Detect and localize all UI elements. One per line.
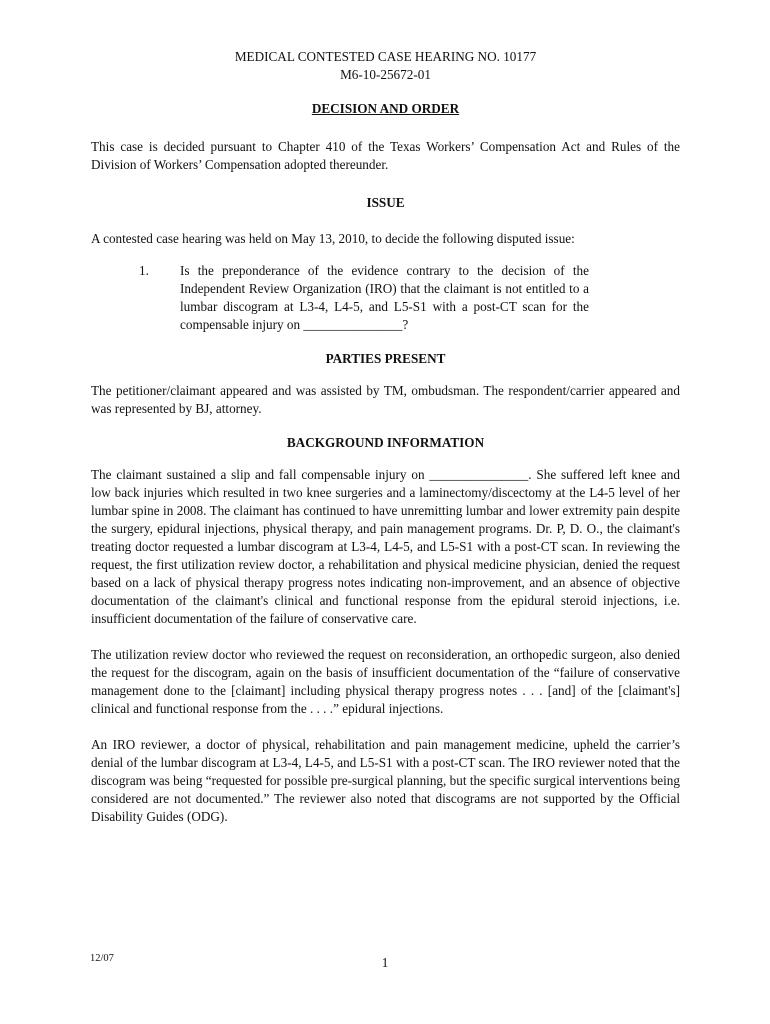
case-number-line: MEDICAL CONTESTED CASE HEARING NO. 10177 — [234, 49, 537, 64]
background-paragraph-2: The utilization review doctor who reviewed the request on reconsideration, an orthopedic surgeon, also denied the request for the discogram, again on the basis of insufficient documentation of the “failure of conservative management done to the [claimant] including physical therapy progress notes . . . [and] of the [claimant's] clinical and functional response from the . . . .” epidural injections. — [91, 647, 680, 716]
intro-paragraph: This case is decided pursuant to Chapter 410 of the Texas Workers’ Compensation Act and Rules of the Division of Workers’ Compensation adopted thereunder. — [91, 139, 680, 172]
background-paragraph-1: The claimant sustained a slip and fall compensable injury on _______________. She suffered left knee and low back injuries which resulted in two knee surgeries and a laminectomy/discectomy at the L4-5 level of her lumbar spine in 2008. The claimant has continued to have unremitting lumbar and lower extremity pain despite the surgery, epidural injections, physical therapy, and pain management programs. Dr. P, D. O., the claimant's treating doctor requested a lumbar discogram at L3-4, L4-5, and L5-S1 with a post-CT scan. In reviewing the request, the first utilization review doctor, a rehabilitation and physical medicine physician, denied the request based on a lack of physical therapy progress notes indicating non-improvement, and an absence of objective documentation of the claimant's clinical and functional response from the epidural steroid injections, i.e. insufficient documentation of the failure of conservative care. — [91, 467, 680, 626]
background-paragraph-3: An IRO reviewer, a doctor of physical, rehabilitation and pain management medicine, upheld the carrier’s denial of the lumbar discogram at L3-4, L4-5, and L5-S1 with a post-CT scan. The IRO reviewer noted that the discogram was being “requested for possible pre-surgical planning, but the specific surgical interventions being considered are not documented.” The reviewer also noted that discograms are not supported by the Official Disability Guides (ODG). — [91, 737, 680, 824]
footer-revision-code: 12/07 — [90, 953, 114, 964]
issue-list — [91, 262, 680, 334]
issue-item-number: 1. — [139, 263, 149, 278]
issue-heading: ISSUE — [366, 195, 405, 210]
parties-heading: PARTIES PRESENT — [325, 351, 446, 366]
parties-paragraph: The petitioner/claimant appeared and was assisted by TM, ombudsman. The respondent/carrier appeared and was represented by BJ, attorney. — [91, 383, 680, 416]
docket-number-line: M6-10-25672-01 — [340, 67, 431, 82]
decision-title: DECISION AND ORDER — [311, 101, 460, 116]
document-page — [91, 48, 680, 826]
page-number: 1 — [381, 955, 389, 970]
background-heading: BACKGROUND INFORMATION — [286, 435, 485, 450]
issue-item-text: Is the preponderance of the evidence contrary to the decision of the Independent Review Organization (IRO) that the claimant is not entitled to a lumbar discogram at L3-4, L4-5, and L5-S1 with a post-CT scan for the compensable injury on _______________? — [180, 263, 589, 332]
issue-lead-paragraph: A contested case hearing was held on May 13, 2010, to decide the following disputed issue: — [91, 231, 575, 246]
